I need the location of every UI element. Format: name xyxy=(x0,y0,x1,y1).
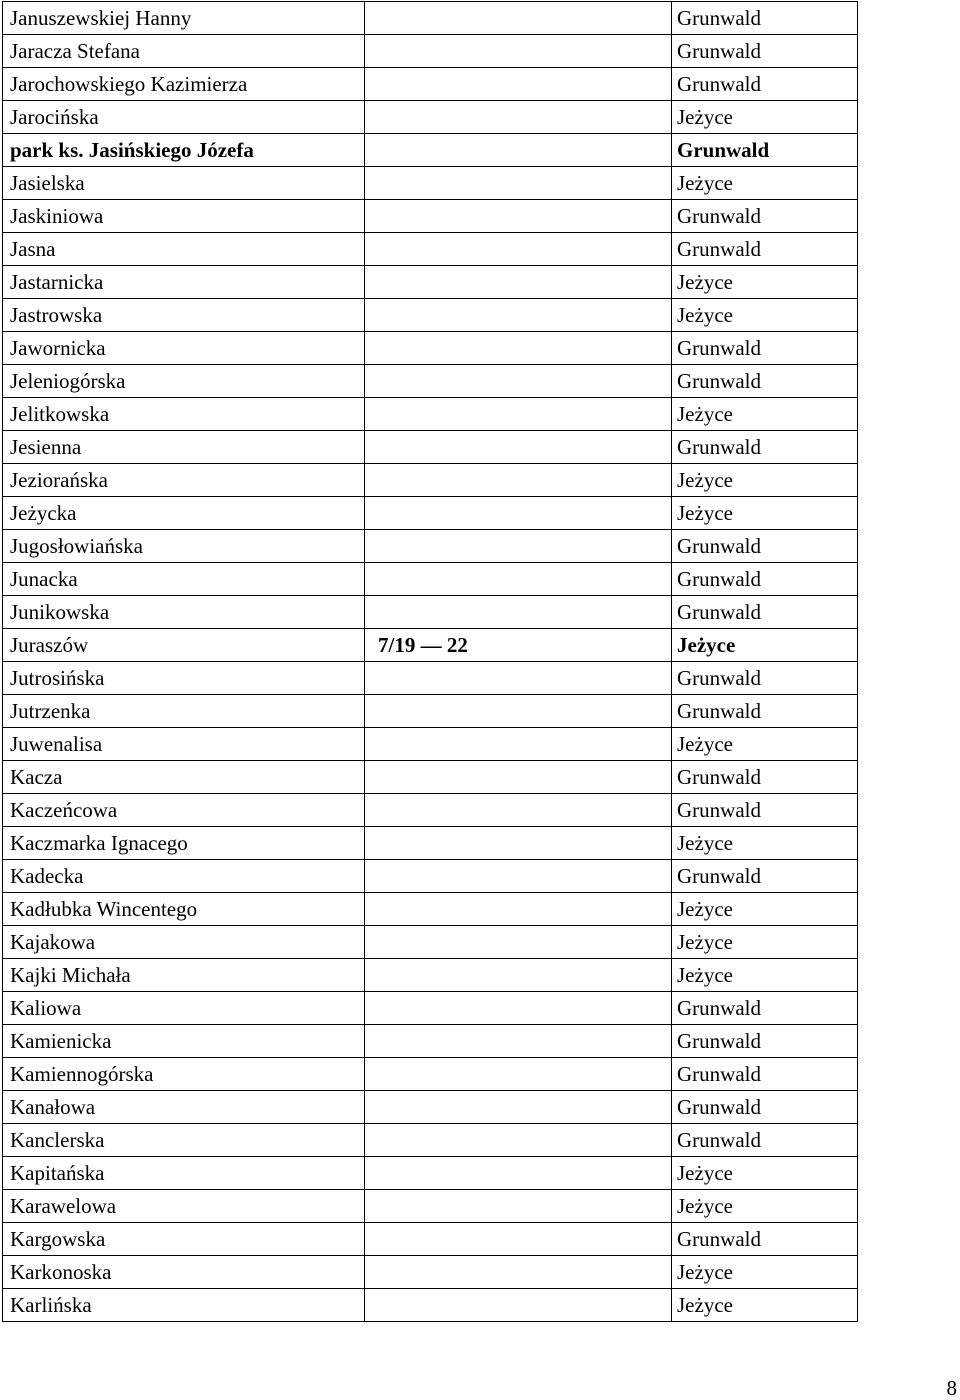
house-number-cell xyxy=(365,233,672,266)
district-cell: Jeżyce xyxy=(672,464,858,497)
table-row xyxy=(3,662,858,695)
table-row xyxy=(3,926,858,959)
district-cell: Grunwald xyxy=(672,1124,858,1157)
district-cell: Grunwald xyxy=(672,1025,858,1058)
district-cell: Grunwald xyxy=(672,200,858,233)
table-row xyxy=(3,794,858,827)
house-number-cell xyxy=(365,1289,672,1322)
district-cell: Grunwald xyxy=(672,1091,858,1124)
table-row xyxy=(3,596,858,629)
street-name-cell: Kamienicka xyxy=(3,1025,365,1058)
house-number-cell xyxy=(365,266,672,299)
district-cell: Jeżyce xyxy=(672,1190,858,1223)
street-name-cell: Jeżycka xyxy=(3,497,365,530)
table-row xyxy=(3,431,858,464)
table-row xyxy=(3,1223,858,1256)
district-cell: Jeżyce xyxy=(672,299,858,332)
street-name-cell: Jaracza Stefana xyxy=(3,35,365,68)
street-name-cell: Jastrowska xyxy=(3,299,365,332)
district-cell: Grunwald xyxy=(672,134,858,167)
district-cell: Grunwald xyxy=(672,761,858,794)
house-number-cell xyxy=(365,662,672,695)
street-name-cell: Kapitańska xyxy=(3,1157,365,1190)
table-row xyxy=(3,332,858,365)
district-cell: Grunwald xyxy=(672,365,858,398)
street-name-cell: Junikowska xyxy=(3,596,365,629)
house-number-cell xyxy=(365,365,672,398)
street-name-cell: Kaliowa xyxy=(3,992,365,1025)
street-name-cell: Januszewskiej Hanny xyxy=(3,2,365,35)
district-cell: Grunwald xyxy=(672,530,858,563)
street-name-cell: Kadłubka Wincentego xyxy=(3,893,365,926)
street-name-cell: Jelitkowska xyxy=(3,398,365,431)
table-row xyxy=(3,167,858,200)
house-number-cell xyxy=(365,134,672,167)
table-row xyxy=(3,992,858,1025)
house-number-cell xyxy=(365,761,672,794)
table-row xyxy=(3,1256,858,1289)
house-number-cell xyxy=(365,563,672,596)
district-cell: Jeżyce xyxy=(672,1256,858,1289)
district-cell: Grunwald xyxy=(672,695,858,728)
district-cell: Jeżyce xyxy=(672,728,858,761)
street-name-cell: Junacka xyxy=(3,563,365,596)
street-name-cell: Jarocińska xyxy=(3,101,365,134)
street-name-cell: Jarochowskiego Kazimierza xyxy=(3,68,365,101)
table-row xyxy=(3,266,858,299)
table-row xyxy=(3,299,858,332)
house-number-cell xyxy=(365,695,672,728)
district-cell: Grunwald xyxy=(672,794,858,827)
table-row xyxy=(3,35,858,68)
table-row xyxy=(3,893,858,926)
street-name-cell: Jasna xyxy=(3,233,365,266)
street-name-cell: Juraszów xyxy=(3,629,365,662)
district-cell: Grunwald xyxy=(672,1058,858,1091)
street-name-cell: Kaczeńcowa xyxy=(3,794,365,827)
district-cell: Jeżyce xyxy=(672,926,858,959)
house-number-cell: 7/19 — 22 xyxy=(365,629,672,662)
page-number: 8 xyxy=(946,1376,957,1400)
table-row xyxy=(3,1124,858,1157)
table-row xyxy=(3,68,858,101)
table-row xyxy=(3,1157,858,1190)
house-number-cell xyxy=(365,1091,672,1124)
house-number-cell xyxy=(365,68,672,101)
street-name-cell: Jaskiniowa xyxy=(3,200,365,233)
district-cell: Grunwald xyxy=(672,431,858,464)
house-number-cell xyxy=(365,1157,672,1190)
street-name-cell: Kacza xyxy=(3,761,365,794)
street-name-cell: Jugosłowiańska xyxy=(3,530,365,563)
street-name-cell: Jastarnicka xyxy=(3,266,365,299)
table-row xyxy=(3,1190,858,1223)
street-name-cell: Kamiennogórska xyxy=(3,1058,365,1091)
street-name-cell: Jawornicka xyxy=(3,332,365,365)
table-row xyxy=(3,1025,858,1058)
house-number-cell xyxy=(365,1190,672,1223)
street-district-table xyxy=(2,1,858,1322)
house-number-cell xyxy=(365,1025,672,1058)
district-cell: Jeżyce xyxy=(672,1157,858,1190)
district-cell: Jeżyce xyxy=(672,167,858,200)
house-number-cell xyxy=(365,860,672,893)
house-number-cell xyxy=(365,893,672,926)
street-name-cell: park ks. Jasińskiego Józefa xyxy=(3,134,365,167)
table-row xyxy=(3,134,858,167)
table-row xyxy=(3,101,858,134)
table-row xyxy=(3,530,858,563)
street-name-cell: Karawelowa xyxy=(3,1190,365,1223)
house-number-cell xyxy=(365,530,672,563)
house-number-cell xyxy=(365,992,672,1025)
table-row xyxy=(3,1058,858,1091)
table-row xyxy=(3,233,858,266)
table-row xyxy=(3,2,858,35)
district-cell: Jeżyce xyxy=(672,827,858,860)
district-cell: Grunwald xyxy=(672,2,858,35)
house-number-cell xyxy=(365,926,672,959)
street-name-cell: Jutrzenka xyxy=(3,695,365,728)
district-cell: Jeżyce xyxy=(672,1289,858,1322)
table-row xyxy=(3,629,858,662)
street-name-cell: Karlińska xyxy=(3,1289,365,1322)
district-cell: Jeżyce xyxy=(672,497,858,530)
street-name-cell: Kajki Michała xyxy=(3,959,365,992)
house-number-cell xyxy=(365,2,672,35)
house-number-cell xyxy=(365,827,672,860)
house-number-cell xyxy=(365,101,672,134)
house-number-cell xyxy=(365,464,672,497)
district-cell: Grunwald xyxy=(672,992,858,1025)
street-name-cell: Kargowska xyxy=(3,1223,365,1256)
house-number-cell xyxy=(365,167,672,200)
table-body xyxy=(3,2,858,1322)
house-number-cell xyxy=(365,1124,672,1157)
table-row xyxy=(3,860,858,893)
district-cell: Grunwald xyxy=(672,596,858,629)
table-row xyxy=(3,1091,858,1124)
table-row xyxy=(3,959,858,992)
table-row xyxy=(3,398,858,431)
table-row xyxy=(3,365,858,398)
table-row xyxy=(3,728,858,761)
house-number-cell xyxy=(365,299,672,332)
street-name-cell: Juwenalisa xyxy=(3,728,365,761)
street-name-cell: Jasielska xyxy=(3,167,365,200)
house-number-cell xyxy=(365,1223,672,1256)
street-name-cell: Jesienna xyxy=(3,431,365,464)
table-row xyxy=(3,464,858,497)
street-name-cell: Kanałowa xyxy=(3,1091,365,1124)
table-row xyxy=(3,1289,858,1322)
street-name-cell: Jeleniogórska xyxy=(3,365,365,398)
house-number-cell xyxy=(365,497,672,530)
house-number-cell xyxy=(365,959,672,992)
district-cell: Grunwald xyxy=(672,1223,858,1256)
house-number-cell xyxy=(365,1256,672,1289)
table-row xyxy=(3,695,858,728)
table-row xyxy=(3,200,858,233)
district-cell: Jeżyce xyxy=(672,959,858,992)
house-number-cell xyxy=(365,596,672,629)
street-name-cell: Kaczmarka Ignacego xyxy=(3,827,365,860)
table-row xyxy=(3,563,858,596)
house-number-cell xyxy=(365,200,672,233)
table-row xyxy=(3,827,858,860)
district-cell: Jeżyce xyxy=(672,398,858,431)
district-cell: Grunwald xyxy=(672,68,858,101)
district-cell: Jeżyce xyxy=(672,266,858,299)
table-row xyxy=(3,497,858,530)
house-number-cell xyxy=(365,35,672,68)
district-cell: Jeżyce xyxy=(672,101,858,134)
street-name-cell: Kajakowa xyxy=(3,926,365,959)
district-cell: Jeżyce xyxy=(672,629,858,662)
house-number-cell xyxy=(365,431,672,464)
district-cell: Grunwald xyxy=(672,860,858,893)
street-name-cell: Jeziorańska xyxy=(3,464,365,497)
district-cell: Grunwald xyxy=(672,35,858,68)
house-number-cell xyxy=(365,794,672,827)
street-name-cell: Kadecka xyxy=(3,860,365,893)
street-name-cell: Karkonoska xyxy=(3,1256,365,1289)
district-cell: Jeżyce xyxy=(672,893,858,926)
house-number-cell xyxy=(365,398,672,431)
street-name-cell: Kanclerska xyxy=(3,1124,365,1157)
house-number-cell xyxy=(365,332,672,365)
district-cell: Grunwald xyxy=(672,662,858,695)
street-name-cell: Jutrosińska xyxy=(3,662,365,695)
district-cell: Grunwald xyxy=(672,563,858,596)
district-cell: Grunwald xyxy=(672,233,858,266)
table-row xyxy=(3,761,858,794)
house-number-cell xyxy=(365,1058,672,1091)
house-number-cell xyxy=(365,728,672,761)
district-cell: Grunwald xyxy=(672,332,858,365)
